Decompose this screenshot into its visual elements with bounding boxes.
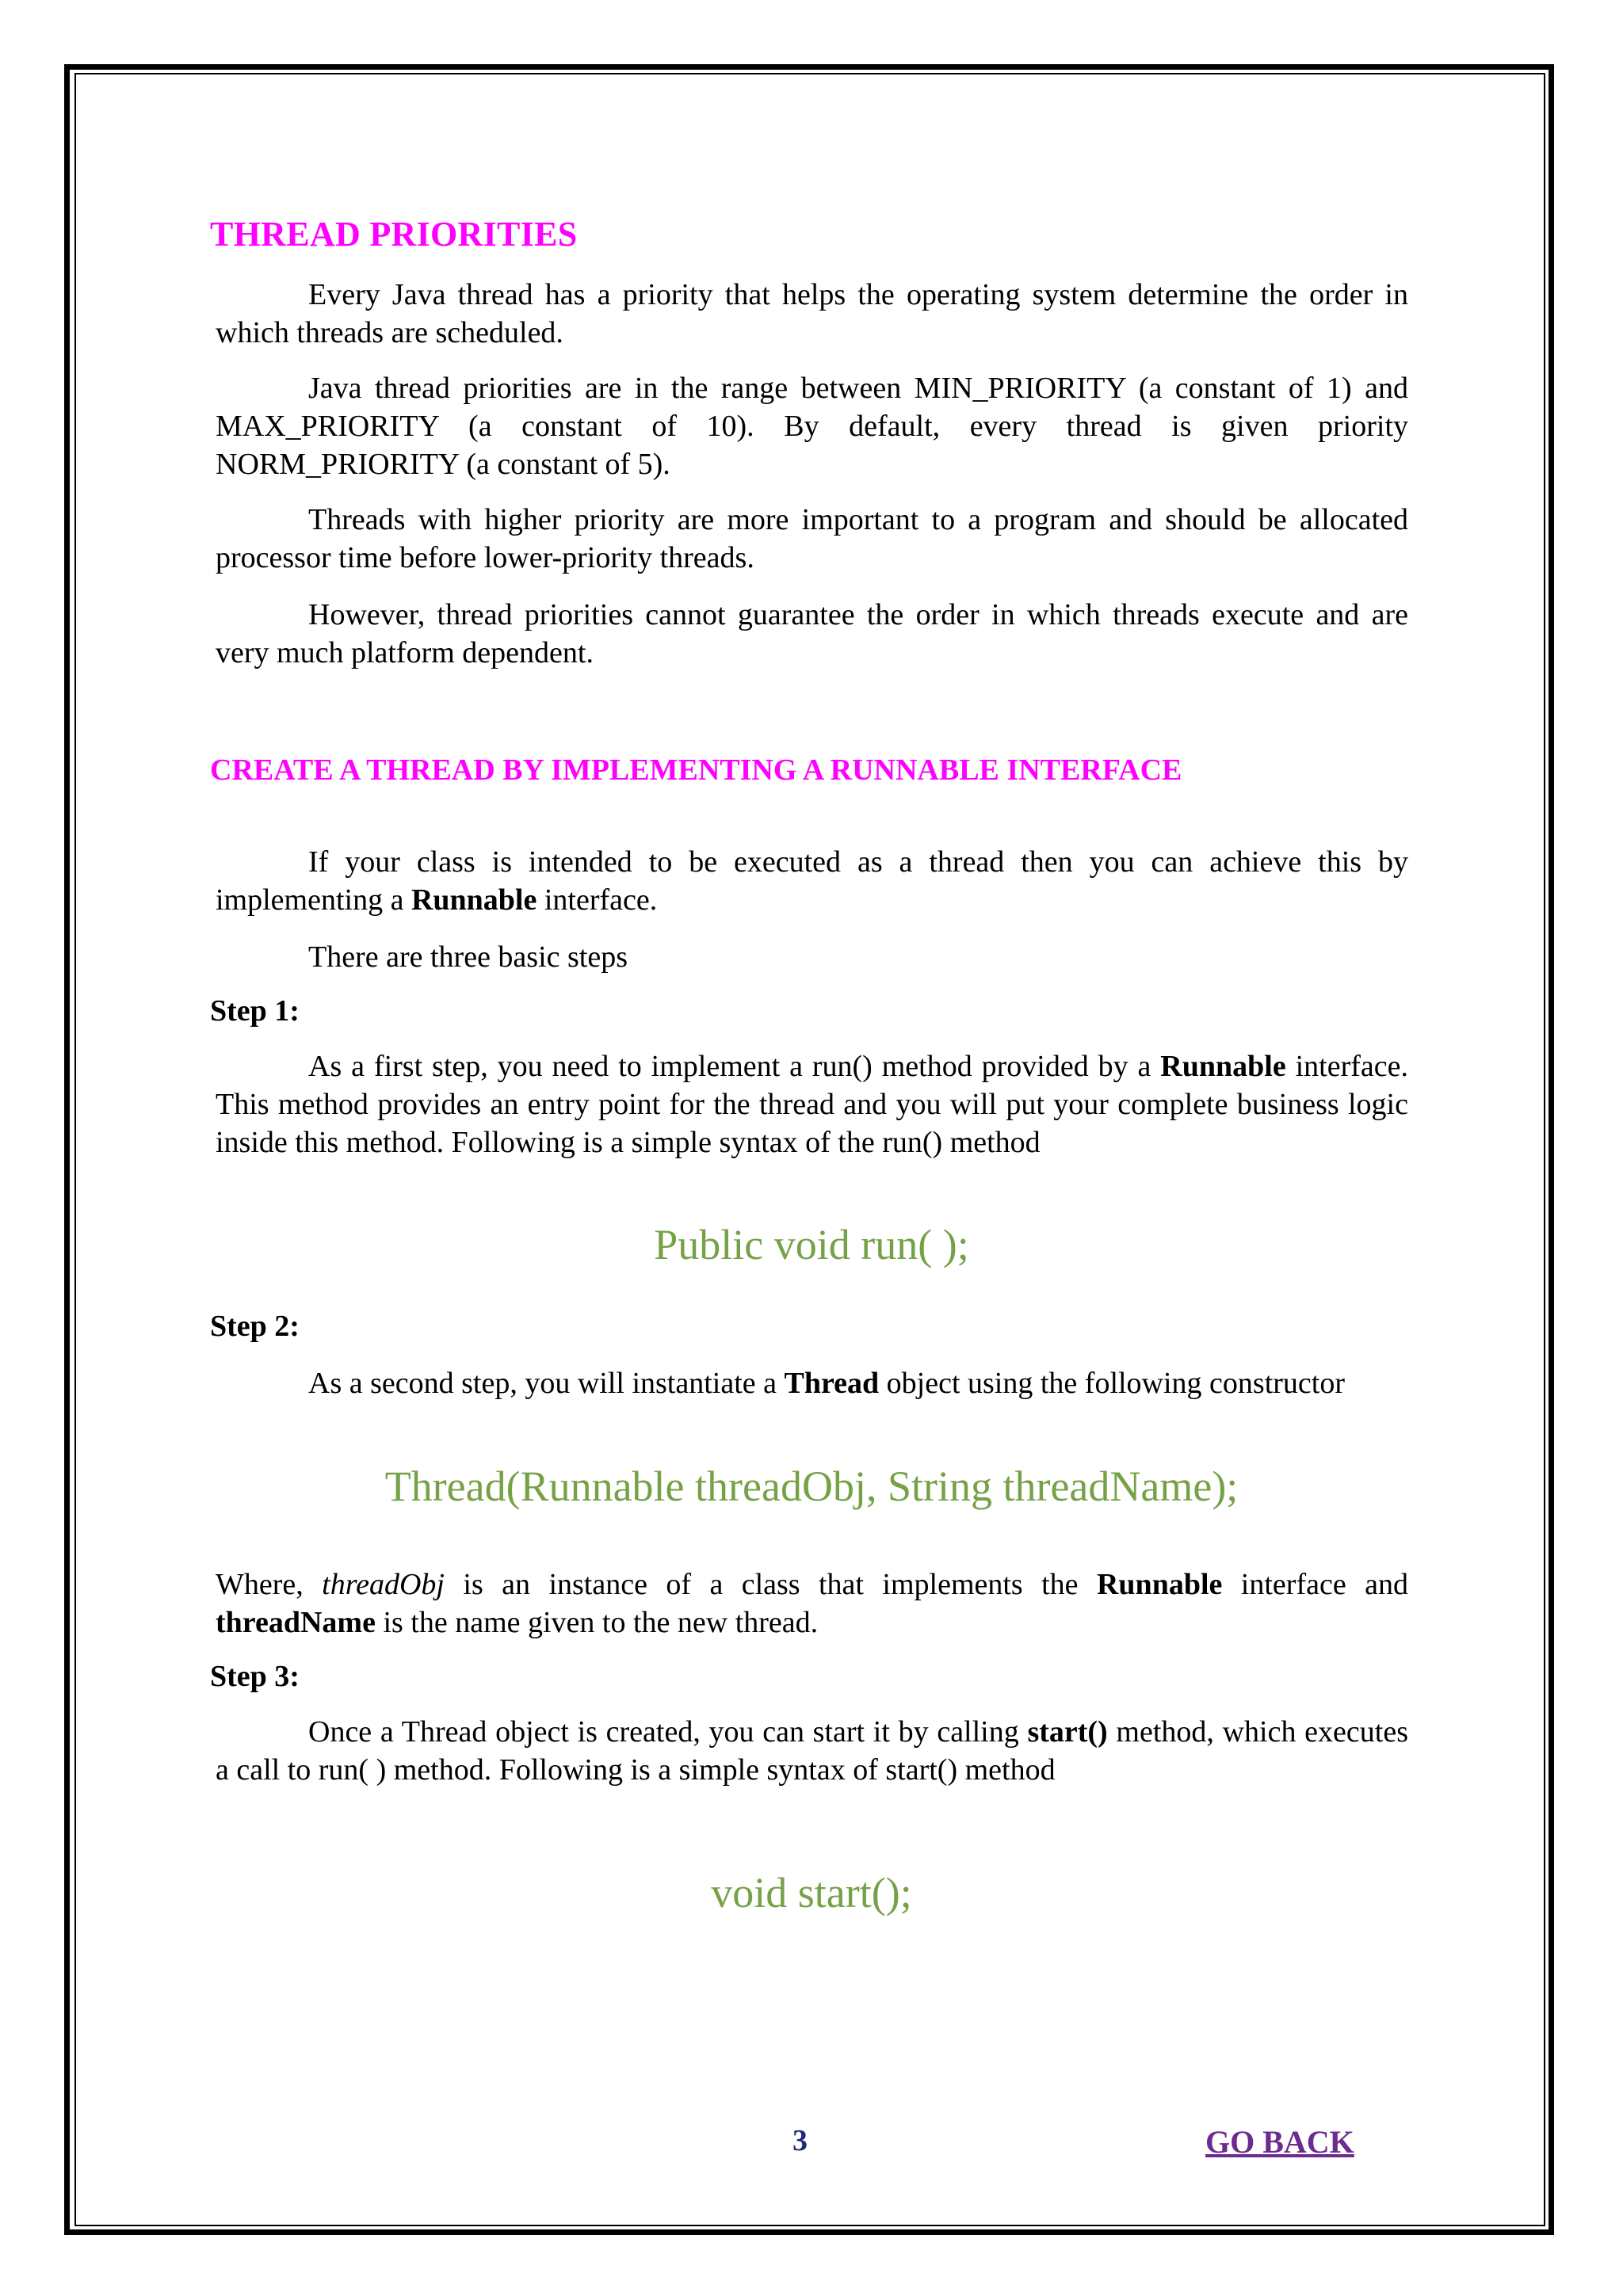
paragraph-priority-intro: Every Java thread has a priority that helps the operating system determine the order in which threads are scheduled.	[216, 278, 1408, 349]
paragraph-where-explanation: Where, threadObj is an instance of a class that implements the Runnable interface and threadName is the name given to the new thread.	[216, 1568, 1408, 1639]
page-number: 3	[792, 2124, 808, 2157]
code-thread-constructor: Thread(Runnable threadObj, String threadName);	[384, 1463, 1239, 1510]
paragraph-step-2: As a second step, you will instantiate a Thread object using the following constructor	[308, 1367, 1346, 1400]
paragraph-priority-range: Java thread priorities are in the range between MIN_PRIORITY (a constant of 1) and MAX_PRIORITY (a constant of 10). By default, every thread is given priority NORM_PRIORITY (a constant of 5).	[216, 372, 1408, 481]
paragraph-three-steps: There are three basic steps	[308, 940, 628, 974]
step-1-label: Step 1:	[210, 994, 300, 1028]
paragraph-step-3: Once a Thread object is created, you can start it by calling start() method, which executes a call to run( ) method. Following is a simple syntax of start() method	[216, 1715, 1408, 1787]
heading-create-thread-runnable: CREATE A THREAD BY IMPLEMENTING A RUNNABLE INTERFACE	[210, 753, 1182, 787]
go-back-link[interactable]: GO BACK	[1205, 2124, 1354, 2160]
paragraph-runnable-intro: If your class is intended to be executed as a thread then you can achieve this by implementing a Runnable interface.	[216, 845, 1408, 917]
paragraph-step-1: As a first step, you need to implement a run() method provided by a Runnable interface. This method provides an entry point for the thread and you will put your complete business logic inside this method. Following is a simple syntax of the run() method	[216, 1050, 1408, 1159]
heading-thread-priorities: THREAD PRIORITIES	[210, 215, 578, 254]
paragraph-priority-platform: However, thread priorities cannot guarantee the order in which threads execute and are very much platform dependent.	[216, 598, 1408, 669]
step-3-label: Step 3:	[210, 1660, 300, 1693]
paragraph-priority-importance: Threads with higher priority are more important to a program and should be allocated processor time before lower-priority threads.	[216, 503, 1408, 574]
code-run-method: Public void run( );	[654, 1221, 969, 1268]
code-start-method: void start();	[711, 1869, 912, 1917]
step-2-label: Step 2:	[210, 1310, 300, 1343]
